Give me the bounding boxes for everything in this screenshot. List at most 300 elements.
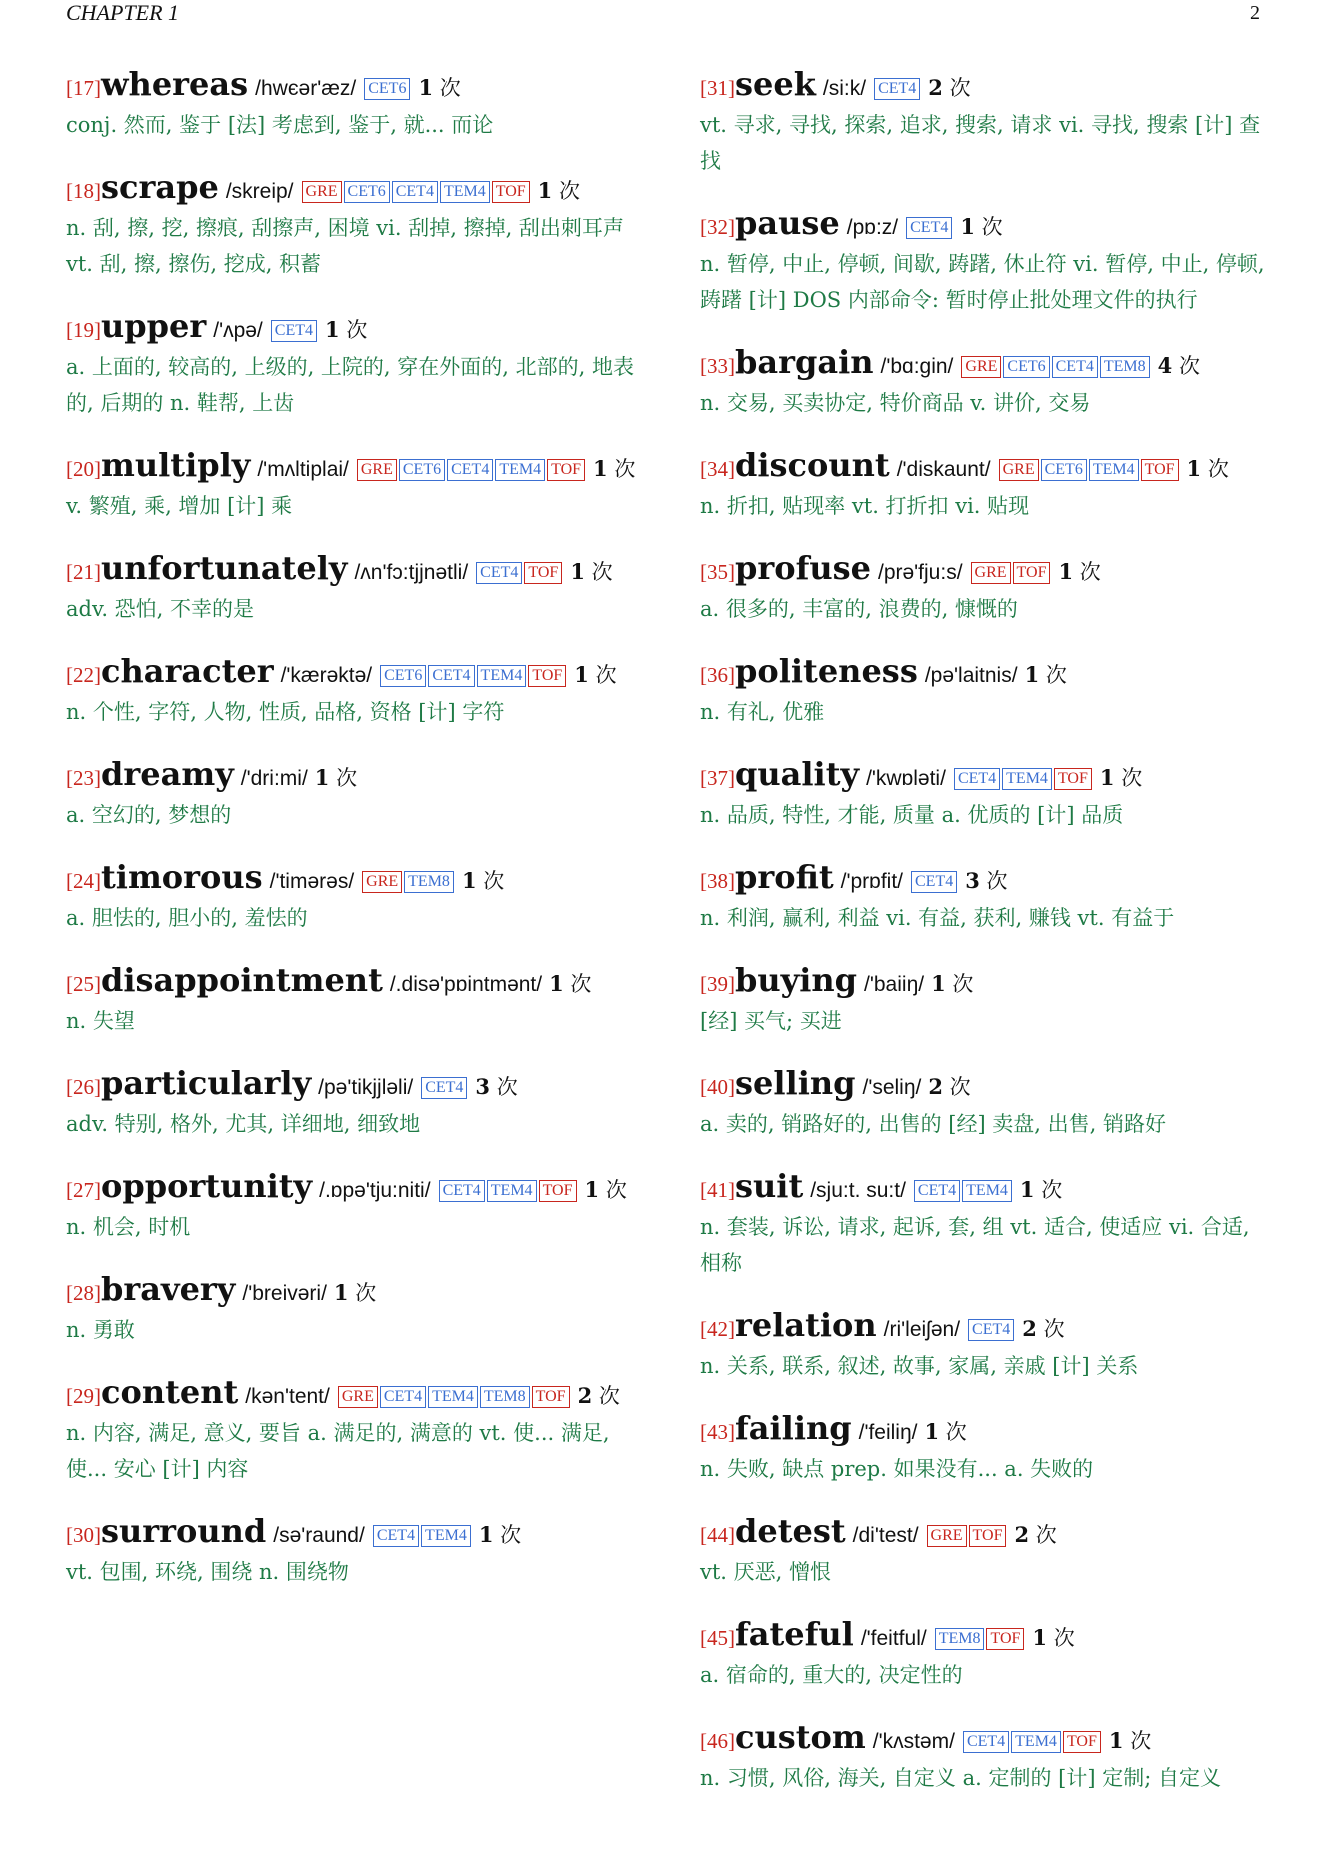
count-value: 1 [1099,765,1115,790]
definition: n. 暂停, 中止, 停顿, 间歇, 踌躇, 休止符 vi. 暂停, 中止, 停顿, 踌躇 [计] DOS 内部命令: 暂时停止批处理文件的执行 [700,252,1265,312]
count-unit: 次 [981,215,1003,239]
pronunciation: /'baiiŋ/ [864,973,925,996]
exam-tag: CET4 [380,1386,426,1408]
right-column [700,66,1276,1822]
definition: n. 套装, 诉讼, 请求, 起诉, 套, 组 vt. 适合, 使适应 vi. 合适, 相称 [700,1215,1250,1275]
pronunciation: /pɒ:z/ [846,216,899,239]
pronunciation: /'dri:mi/ [240,767,308,790]
count-unit: 次 [355,1281,377,1305]
count-unit: 次 [591,560,613,584]
count-unit: 次 [1207,457,1229,481]
exam-tag: TEM4 [1089,459,1139,481]
count-value: 1 [549,971,564,996]
pronunciation: /'kʌstəm/ [872,1730,955,1753]
exam-tag: TEM4 [440,181,490,203]
count-unit: 次 [336,766,358,790]
entry-number: [38] [700,869,735,893]
exam-tag: GRE [961,356,1001,378]
frequency-count [1187,457,1229,481]
count-value: 1 [333,1280,349,1305]
frequency-count [928,76,970,100]
count-unit: 次 [952,972,974,996]
frequency-count [960,215,1002,239]
pronunciation: /'kærəktə/ [280,664,373,687]
exam-tag: TOF [547,459,585,481]
exam-tag: CET4 [954,768,1000,790]
exam-tag: CET4 [963,1731,1009,1753]
headword: selling [735,1064,856,1102]
headword: character [101,652,274,690]
definition: adv. 恐怕, 不幸的是 [66,597,255,621]
definition: a. 很多的, 丰富的, 浪费的, 慷慨的 [700,597,1018,621]
frequency-count [1158,354,1200,378]
count-value: 1 [418,75,434,100]
entry-headline [700,859,1276,900]
exam-tag: CET4 [968,1319,1014,1341]
headword: quality [735,755,860,793]
entry-headline [66,859,646,900]
count-value: 4 [1157,353,1173,378]
headword: surround [101,1512,267,1550]
definition: n. 失望 [66,1009,135,1033]
entry-headline [66,756,646,797]
vocab-entry [66,447,646,524]
entry-headline [66,962,646,1003]
definition: a. 宿命的, 重大的, 决定性的 [700,1663,963,1687]
headword: disappointment [101,961,383,999]
headword: profuse [735,549,871,587]
count-unit: 次 [1079,560,1101,584]
exam-tag: GRE [971,562,1011,584]
vocab-entry [700,1168,1276,1281]
exam-tag: CET4 [447,459,493,481]
exam-tag: CET6 [364,78,410,100]
entry-number: [31] [700,76,735,100]
exam-tag: TOF [1013,562,1051,584]
headword: timorous [101,858,263,896]
definition: n. 利润, 赢利, 利益 vi. 有益, 获利, 赚钱 vt. 有益于 [700,906,1175,930]
definition: n. 内容, 满足, 意义, 要旨 a. 满足的, 满意的 vt. 使... 满足, 使... 安心 [计] 内容 [66,1421,610,1481]
headword: upper [101,307,207,345]
count-value: 2 [1022,1316,1037,1341]
vocab-entry [66,550,646,627]
count-unit: 次 [483,869,505,893]
count-value: 2 [1014,1522,1030,1547]
headword: politeness [735,652,918,690]
count-unit: 次 [945,1420,967,1444]
count-value: 1 [570,559,585,584]
pronunciation: /'feiliŋ/ [858,1421,918,1444]
definition: n. 有礼, 优雅 [700,700,825,724]
pronunciation: /sju:t. su:t/ [810,1179,906,1202]
headword: opportunity [101,1167,313,1205]
vocab-entry [66,962,646,1039]
count-unit: 次 [1178,354,1200,378]
pronunciation: /'kwɒləti/ [866,767,946,790]
vocab-entry [700,962,1276,1039]
headword: particularly [101,1064,312,1102]
headword: relation [735,1306,877,1344]
frequency-count [1109,1729,1151,1753]
entry-headline [700,1168,1276,1209]
count-unit: 次 [1045,663,1067,687]
entry-headline [66,1374,646,1415]
headword: discount [735,446,890,484]
vocab-entry [700,1513,1276,1590]
count-value: 1 [584,1177,600,1202]
count-unit: 次 [439,76,461,100]
count-unit: 次 [1043,1317,1065,1341]
count-value: 1 [1024,662,1040,687]
entry-headline [700,1065,1276,1106]
headword: seek [735,65,816,103]
count-value: 2 [577,1383,593,1408]
headword: custom [735,1718,866,1756]
exam-tag: TEM4 [477,665,527,687]
definition: n. 交易, 买卖协定, 特价商品 v. 讲价, 交易 [700,391,1091,415]
page-number: 2 [1250,2,1260,24]
pronunciation: /ʌn'fɔ:tjjnətli/ [354,561,469,584]
pronunciation: /skreip/ [225,180,294,203]
pronunciation: /prə'fju:s/ [877,561,963,584]
count-unit: 次 [558,179,580,203]
count-value: 1 [1108,1728,1124,1753]
count-unit: 次 [598,1384,620,1408]
exam-tag: TOF [539,1180,577,1202]
count-value: 1 [931,971,946,996]
count-unit: 次 [605,1178,627,1202]
frequency-count [549,972,591,996]
headword: whereas [101,65,249,103]
chapter-title: CHAPTER 1 [66,0,180,25]
count-value: 1 [1058,559,1074,584]
count-value: 1 [478,1522,494,1547]
frequency-count [479,1523,521,1547]
vocab-entry [700,1616,1276,1693]
exam-tag: GRE [362,871,402,893]
count-value: 3 [475,1074,491,1099]
entry-number: [25] [66,972,101,996]
vocab-entry [700,447,1276,524]
frequency-count [1014,1523,1056,1547]
exam-tag: CET6 [380,665,426,687]
exam-tag: CET4 [373,1525,419,1547]
frequency-count [315,766,357,790]
count-unit: 次 [949,76,971,100]
exam-tag: CET6 [1041,459,1087,481]
entry-headline [700,205,1276,246]
count-value: 1 [593,456,608,481]
count-value: 1 [960,214,975,239]
vocab-entry [700,344,1276,421]
frequency-count [928,1075,970,1099]
vocab-entry [700,1410,1276,1487]
entry-number: [29] [66,1384,101,1408]
exam-tag: TEM8 [404,871,454,893]
count-unit: 次 [986,869,1008,893]
entry-number: [32] [700,215,735,239]
exam-tag: CET6 [1003,356,1049,378]
entry-number: [46] [700,1729,735,1753]
headword: multiply [101,446,251,484]
entry-headline [700,1410,1276,1451]
exam-tag: GRE [927,1525,967,1547]
vocab-entry [66,756,646,833]
headword: detest [735,1512,846,1550]
definition: n. 机会, 时机 [66,1215,191,1239]
count-value: 1 [314,765,330,790]
definition: a. 上面的, 较高的, 上级的, 上院的, 穿在外面的, 北部的, 地表的, 后期的 n. 鞋帮, 上齿 [66,355,634,415]
entry-headline [700,1719,1276,1760]
frequency-count [574,663,616,687]
pronunciation: /sə'raund/ [273,1524,365,1547]
pronunciation: /'ʌpə/ [213,319,263,342]
exam-tag: TEM8 [1100,356,1150,378]
pronunciation: /si:k/ [822,77,867,100]
definition: v. 繁殖, 乘, 增加 [计] 乘 [66,494,293,518]
frequency-count [334,1281,376,1305]
vocab-entry [700,550,1276,627]
definition: n. 个性, 字符, 人物, 性质, 品格, 资格 [计] 字符 [66,700,505,724]
exam-tag: TOF [492,181,530,203]
exam-tag: CET4 [439,1180,485,1202]
definition: conj. 然而, 鉴于 [法] 考虑到, 鉴于, 就... 而论 [66,113,494,137]
frequency-count [1022,1317,1064,1341]
pronunciation: /ri'leiʃən/ [883,1318,961,1341]
pronunciation: /di'test/ [852,1524,919,1547]
count-unit: 次 [1121,766,1143,790]
frequency-count [418,76,460,100]
entry-headline [66,1271,646,1312]
exam-tag: TEM4 [487,1180,537,1202]
exam-tag: GRE [357,459,397,481]
entry-headline [66,66,646,107]
exam-tag: CET4 [1052,356,1098,378]
vocab-entry [700,756,1276,833]
definition: n. 失败, 缺点 prep. 如果没有... a. 失败的 [700,1457,1094,1481]
exam-tag: TEM4 [428,1386,478,1408]
exam-tag: CET6 [344,181,390,203]
entry-number: [36] [700,663,735,687]
entry-number: [28] [66,1281,101,1305]
count-value: 1 [325,317,340,342]
headword: buying [735,961,858,999]
exam-tag: GRE [999,459,1039,481]
count-unit: 次 [500,1523,522,1547]
entry-number: [40] [700,1075,735,1099]
exam-tag: CET4 [874,78,920,100]
headword: pause [735,204,840,242]
frequency-count [462,869,504,893]
frequency-count [924,1420,966,1444]
headword: dreamy [101,755,234,793]
definition: vt. 包围, 环绕, 围绕 n. 围绕物 [66,1560,349,1584]
vocab-entry [66,653,646,730]
entry-number: [45] [700,1626,735,1650]
pronunciation: /'prɒfit/ [840,870,903,893]
entry-headline [700,447,1276,488]
count-value: 1 [924,1419,940,1444]
count-unit: 次 [1053,1626,1075,1650]
exam-tag: TOF [528,665,566,687]
frequency-count [578,1384,620,1408]
entry-number: [33] [700,354,735,378]
entry-number: [41] [700,1178,735,1202]
definition: n. 刮, 擦, 挖, 擦痕, 刮擦声, 困境 vi. 刮掉, 擦掉, 刮出刺耳声 vt. 刮, 擦, 擦伤, 挖成, 积蓄 [66,216,624,276]
exam-tag: GRE [302,181,342,203]
frequency-count [475,1075,517,1099]
entry-headline [66,1513,646,1554]
pronunciation: /'feitful/ [860,1627,927,1650]
pronunciation: /'mʌltiplai/ [257,458,349,481]
definition: [经] 买气; 买进 [700,1009,842,1033]
entry-headline [66,169,646,210]
pronunciation: /.disə'pɒintmənt/ [389,973,543,996]
exam-tag: TEM4 [1011,1731,1061,1753]
headword: fateful [735,1615,854,1653]
count-unit: 次 [614,457,636,481]
definition: n. 习惯, 风俗, 海关, 自定义 a. 定制的 [计] 定制; 自定义 [700,1766,1221,1790]
count-unit: 次 [595,663,617,687]
entry-number: [19] [66,318,101,342]
frequency-count [570,560,612,584]
entry-number: [44] [700,1523,735,1547]
count-value: 1 [461,868,477,893]
exam-tag: CET4 [421,1077,467,1099]
count-value: 2 [928,1074,943,1099]
vocab-entry [66,1374,646,1487]
entry-number: [17] [66,76,101,100]
entry-headline [700,1513,1276,1554]
exam-tag: TOF [1141,459,1179,481]
entry-number: [21] [66,560,101,584]
vocab-entry [66,1271,646,1348]
vocab-entry [66,66,646,143]
frequency-count [1020,1178,1062,1202]
entry-headline [66,1168,646,1209]
vocab-entry [66,1513,646,1590]
pronunciation: /'breivəri/ [242,1282,327,1305]
entry-headline [700,66,1276,107]
headword: bravery [101,1270,236,1308]
vocab-entry [700,1719,1276,1796]
entry-headline [700,756,1276,797]
exam-tag: TEM4 [495,459,545,481]
entry-number: [42] [700,1317,735,1341]
vocab-entry [700,205,1276,318]
vocab-entry [66,308,646,421]
headword: scrape [101,168,219,206]
definition: n. 品质, 特性, 才能, 质量 a. 优质的 [计] 品质 [700,803,1124,827]
exam-tag: CET4 [906,217,952,239]
headword: content [101,1373,239,1411]
exam-tag: GRE [338,1386,378,1408]
vocab-entry [700,859,1276,936]
exam-tag: TEM4 [1002,768,1052,790]
entry-headline [66,550,646,591]
frequency-count [931,972,973,996]
definition: a. 卖的, 销路好的, 出售的 [经] 卖盘, 出售, 销路好 [700,1112,1167,1136]
definition: adv. 特别, 格外, 尤其, 详细地, 细致地 [66,1112,421,1136]
entry-number: [24] [66,869,101,893]
vocab-entry [700,653,1276,730]
exam-tag: TEM8 [480,1386,530,1408]
pronunciation: /'diskaunt/ [896,458,991,481]
entry-number: [26] [66,1075,101,1099]
definition: vt. 厌恶, 憎恨 [700,1560,832,1584]
exam-tag: TEM4 [962,1180,1012,1202]
pronunciation: /kən'tent/ [245,1385,330,1408]
entry-headline [700,962,1276,1003]
entry-number: [34] [700,457,735,481]
count-unit: 次 [496,1075,518,1099]
count-value: 1 [1019,1177,1035,1202]
exam-tag: TOF [532,1386,570,1408]
pronunciation: /'seliŋ/ [862,1076,922,1099]
pronunciation: /'bɑ:gin/ [880,355,954,378]
pronunciation: /hwєər'æz/ [255,77,357,100]
count-unit: 次 [570,972,592,996]
count-value: 1 [1186,456,1202,481]
count-unit: 次 [1130,1729,1152,1753]
entry-number: [39] [700,972,735,996]
pronunciation: /pə'laitnis/ [924,664,1018,687]
pronunciation: /.ɒpə'tju:niti/ [319,1179,431,1202]
exam-tag: CET4 [392,181,438,203]
exam-tag: TOF [1054,768,1092,790]
entry-headline [700,1307,1276,1348]
vocab-entry [66,1065,646,1142]
headword: unfortunately [101,549,348,587]
exam-tag: TEM8 [935,1628,985,1650]
frequency-count [1058,560,1100,584]
entry-headline [66,308,646,349]
frequency-count [1100,766,1142,790]
count-unit: 次 [1041,1178,1063,1202]
vocab-entry [700,1065,1276,1142]
frequency-count [585,1178,627,1202]
count-unit: 次 [949,1075,971,1099]
entry-number: [18] [66,179,101,203]
headword: failing [735,1409,852,1447]
headword: profit [735,858,834,896]
entry-number: [27] [66,1178,101,1202]
headword: suit [735,1167,804,1205]
entry-headline [66,653,646,694]
exam-tag: CET6 [399,459,445,481]
entry-number: [20] [66,457,101,481]
definition: vt. 寻求, 寻找, 探索, 追求, 搜索, 请求 vi. 寻找, 搜索 [计] 查找 [700,113,1261,173]
vocab-entry [700,66,1276,179]
exam-tag: CET4 [911,871,957,893]
frequency-count [965,869,1007,893]
pronunciation: /pə'tikjjləli/ [318,1076,414,1099]
entry-number: [35] [700,560,735,584]
count-value: 1 [1032,1625,1048,1650]
exam-tag: TOF [1063,1731,1101,1753]
count-unit: 次 [346,318,368,342]
definition: n. 关系, 联系, 叙述, 故事, 家属, 亲戚 [计] 关系 [700,1354,1139,1378]
frequency-count [325,318,367,342]
exam-tag: CET4 [476,562,522,584]
exam-tag: TOF [986,1628,1024,1650]
exam-tag: TEM4 [421,1525,471,1547]
exam-tag: CET4 [271,320,317,342]
frequency-count [1032,1626,1074,1650]
count-value: 1 [537,178,553,203]
entry-headline [66,1065,646,1106]
entry-headline [700,1616,1276,1657]
